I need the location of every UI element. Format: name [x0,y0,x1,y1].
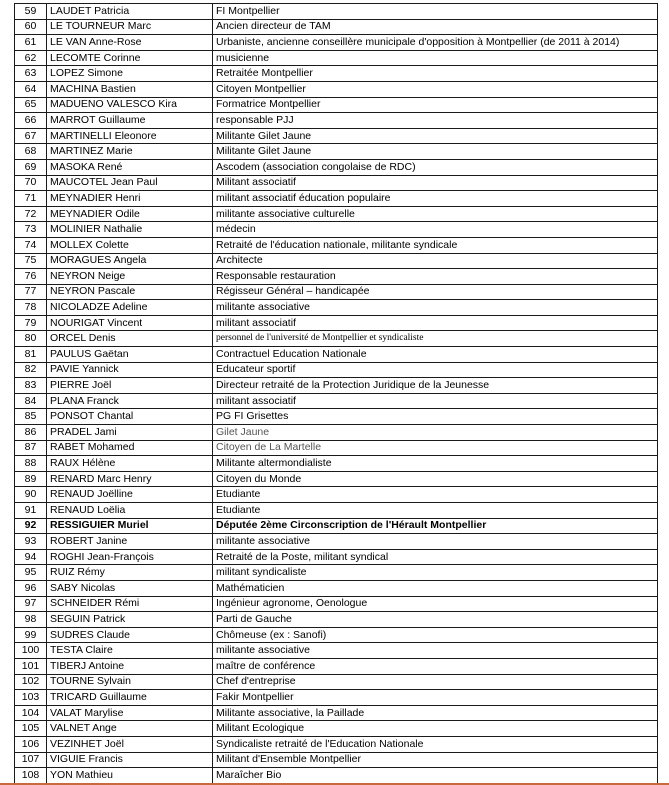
row-number: 90 [15,487,47,503]
signatory-description: Citoyen Montpellier [213,81,658,97]
row-number: 77 [15,284,47,300]
signatory-description: médecin [213,222,658,238]
row-number: 107 [15,752,47,768]
signatories-table [14,3,658,784]
signatory-description: Retraité de la Poste, militant syndical [213,549,658,565]
signatory-description: Responsable restauration [213,269,658,285]
row-number: 76 [15,269,47,285]
signatory-name: RENARD Marc Henry [47,471,213,487]
signatory-name: LOPEZ Simone [47,66,213,82]
table-row [15,768,658,784]
signatory-name: MOLINIER Nathalie [47,222,213,238]
signatory-name: VALNET Ange [47,721,213,737]
signatory-description: Chef d'entreprise [213,674,658,690]
signatory-description: Militante altermondialiste [213,456,658,472]
signatory-name: SEGUIN Patrick [47,612,213,628]
row-number: 69 [15,159,47,175]
table-row [15,705,658,721]
table-row [15,191,658,207]
row-number: 96 [15,580,47,596]
signatory-description: Retraitée Montpellier [213,66,658,82]
signatory-description: Maraîcher Bio [213,768,658,784]
table-row [15,721,658,737]
row-number: 66 [15,113,47,129]
row-number: 98 [15,612,47,628]
signatories-table-body [15,4,658,784]
signatory-name: VEZINHET Joël [47,736,213,752]
row-number: 68 [15,144,47,160]
signatory-name: ROGHI Jean-François [47,549,213,565]
row-number: 95 [15,565,47,581]
signatory-name: TOURNE Sylvain [47,674,213,690]
row-number: 89 [15,471,47,487]
table-row [15,362,658,378]
table-row [15,503,658,519]
signatory-name: MARTINEZ Marie [47,144,213,160]
signatory-description: Ancien directeur de TAM [213,19,658,35]
table-row [15,752,658,768]
row-number: 94 [15,549,47,565]
signatory-description: Militant d'Ensemble Montpellier [213,752,658,768]
signatory-name: LE TOURNEUR Marc [47,19,213,35]
signatory-name: PLANA Franck [47,393,213,409]
signatory-description: Militante Gilet Jaune [213,128,658,144]
signatory-name: MEYNADIER Henri [47,191,213,207]
row-number: 59 [15,4,47,20]
row-number: 85 [15,409,47,425]
signatory-name: MARTINELLI Eleonore [47,128,213,144]
row-number: 87 [15,440,47,456]
signatory-description: musicienne [213,50,658,66]
table-row [15,674,658,690]
signatory-description: Retraité de l'éducation nationale, militante syndicale [213,237,658,253]
signatory-name: LE VAN Anne-Rose [47,35,213,51]
table-row [15,159,658,175]
signatory-name: TIBERJ Antoine [47,658,213,674]
row-number: 88 [15,456,47,472]
row-number: 82 [15,362,47,378]
table-row [15,409,658,425]
row-number: 84 [15,393,47,409]
signatory-name: MADUENO VALESCO Kira [47,97,213,113]
signatory-name: RABET Mohamed [47,440,213,456]
signatory-name: MOLLEX Colette [47,237,213,253]
signatory-name: RENAUD Joëlline [47,487,213,503]
row-number: 60 [15,19,47,35]
signatory-description: Militante associative, la Paillade [213,705,658,721]
signatory-description: Parti de Gauche [213,612,658,628]
row-number: 81 [15,347,47,363]
signatory-description: Régisseur Général – handicapée [213,284,658,300]
signatory-name: LAUDET Patricia [47,4,213,20]
table-row [15,19,658,35]
table-row [15,66,658,82]
table-row [15,627,658,643]
table-row [15,206,658,222]
row-number: 79 [15,315,47,331]
table-row [15,378,658,394]
signatory-description: responsable PJJ [213,113,658,129]
row-number: 75 [15,253,47,269]
table-row [15,736,658,752]
row-number: 83 [15,378,47,394]
table-row [15,222,658,238]
table-row [15,471,658,487]
signatory-name: RAUX Hélène [47,456,213,472]
signatory-name: PAVIE Yannick [47,362,213,378]
row-number: 71 [15,191,47,207]
table-row [15,534,658,550]
signatory-description: militant associatif éducation populaire [213,191,658,207]
table-row [15,81,658,97]
signatory-description: militant associatif [213,315,658,331]
signatory-name: MEYNADIER Odile [47,206,213,222]
signatory-name: NICOLADZE Adeline [47,300,213,316]
table-row [15,658,658,674]
row-number: 101 [15,658,47,674]
signatory-description: Architecte [213,253,658,269]
signatory-description: militante associative [213,643,658,659]
row-number: 62 [15,50,47,66]
signatory-name: PRADEL Jami [47,425,213,441]
signatory-description: Fakir Montpellier [213,690,658,706]
signatory-description: Ingénieur agronome, Oenologue [213,596,658,612]
table-row [15,580,658,596]
signatory-description: militante associative [213,300,658,316]
signatory-description: maître de conférence [213,658,658,674]
signatory-description: Directeur retraité de la Protection Juridique de la Jeunesse [213,378,658,394]
signatory-name: NEYRON Neige [47,269,213,285]
signatory-name: NEYRON Pascale [47,284,213,300]
signatory-description: Chômeuse (ex : Sanofi) [213,627,658,643]
row-number: 103 [15,690,47,706]
signatory-name: MASOKA René [47,159,213,175]
table-row [15,612,658,628]
table-row [15,440,658,456]
signatory-description: Ascodem (association congolaise de RDC) [213,159,658,175]
table-row [15,144,658,160]
row-number: 104 [15,705,47,721]
signatory-description: Militant Ecologique [213,721,658,737]
signatory-description: Députée 2ème Circonscription de l'Hérault Montpellier [213,518,658,534]
signatory-name: TESTA Claire [47,643,213,659]
row-number: 63 [15,66,47,82]
signatory-description: PG FI Grisettes [213,409,658,425]
signatory-description: Gilet Jaune [213,425,658,441]
row-number: 102 [15,674,47,690]
signatory-name: PONSOT Chantal [47,409,213,425]
row-number: 70 [15,175,47,191]
row-number: 100 [15,643,47,659]
signatory-description: militant associatif [213,393,658,409]
table-row [15,50,658,66]
row-number: 67 [15,128,47,144]
table-row [15,315,658,331]
table-row [15,128,658,144]
signatory-name: TRICARD Guillaume [47,690,213,706]
row-number: 108 [15,768,47,784]
signatory-name: VALAT Marylise [47,705,213,721]
signatory-name: RUIZ Rémy [47,565,213,581]
table-row [15,596,658,612]
table-row [15,690,658,706]
signatories-sheet [14,3,657,784]
signatory-name: MACHINA Bastien [47,81,213,97]
row-number: 74 [15,237,47,253]
signatory-name: PIERRE Joël [47,378,213,394]
table-row [15,253,658,269]
signatory-description: Citoyen de La Martelle [213,440,658,456]
signatory-description: militante associative [213,534,658,550]
table-row [15,175,658,191]
row-number: 99 [15,627,47,643]
row-number: 93 [15,534,47,550]
signatory-description: personnel de l'université de Montpellier et syndicaliste [213,331,658,347]
row-number: 78 [15,300,47,316]
table-row [15,35,658,51]
signatory-description: FI Montpellier [213,4,658,20]
signatory-description: Militante Gilet Jaune [213,144,658,160]
signatory-description: Citoyen du Monde [213,471,658,487]
signatory-description: Etudiante [213,487,658,503]
signatory-description: Formatrice Montpellier [213,97,658,113]
signatory-description: Educateur sportif [213,362,658,378]
signatory-name: SCHNEIDER Rémi [47,596,213,612]
row-number: 64 [15,81,47,97]
signatory-description: militante associative culturelle [213,206,658,222]
table-row [15,487,658,503]
signatory-description: Contractuel Education Nationale [213,347,658,363]
table-row [15,456,658,472]
signatory-name: MAUCOTEL Jean Paul [47,175,213,191]
signatory-name: YON Mathieu [47,768,213,784]
row-number: 106 [15,736,47,752]
signatory-description: Mathématicien [213,580,658,596]
table-row [15,549,658,565]
table-row [15,237,658,253]
table-row [15,393,658,409]
row-number: 105 [15,721,47,737]
signatory-name: MORAGUES Angela [47,253,213,269]
table-row [15,331,658,347]
table-row [15,643,658,659]
table-row [15,269,658,285]
row-number: 80 [15,331,47,347]
table-row [15,300,658,316]
signatory-name: RESSIGUIER Muriel [47,518,213,534]
signatory-name: ORCEL Denis [47,331,213,347]
signatory-name: ROBERT Janine [47,534,213,550]
row-number: 91 [15,503,47,519]
table-row [15,425,658,441]
signatory-description: Etudiante [213,503,658,519]
table-row [15,565,658,581]
signatory-name: LECOMTE Corinne [47,50,213,66]
table-row [15,518,658,534]
row-number: 97 [15,596,47,612]
table-row [15,113,658,129]
signatory-name: VIGUIE Francis [47,752,213,768]
table-row [15,97,658,113]
row-number: 86 [15,425,47,441]
signatory-name: NOURIGAT Vincent [47,315,213,331]
signatory-name: SUDRES Claude [47,627,213,643]
row-number: 72 [15,206,47,222]
signatory-name: SABY Nicolas [47,580,213,596]
row-number: 73 [15,222,47,238]
signatory-name: RENAUD Loëlia [47,503,213,519]
table-row [15,347,658,363]
row-number: 92 [15,518,47,534]
table-row [15,284,658,300]
signatory-name: PAULUS Gaëtan [47,347,213,363]
signatory-description: Syndicaliste retraité de l'Education Nationale [213,736,658,752]
signatory-description: Militant associatif [213,175,658,191]
row-number: 65 [15,97,47,113]
table-row [15,4,658,20]
signatory-name: MARROT Guillaume [47,113,213,129]
row-number: 61 [15,35,47,51]
signatory-description: militant syndicaliste [213,565,658,581]
signatory-description: Urbaniste, ancienne conseillère municipale d'opposition à Montpellier (de 2011 à 2014) [213,35,658,51]
